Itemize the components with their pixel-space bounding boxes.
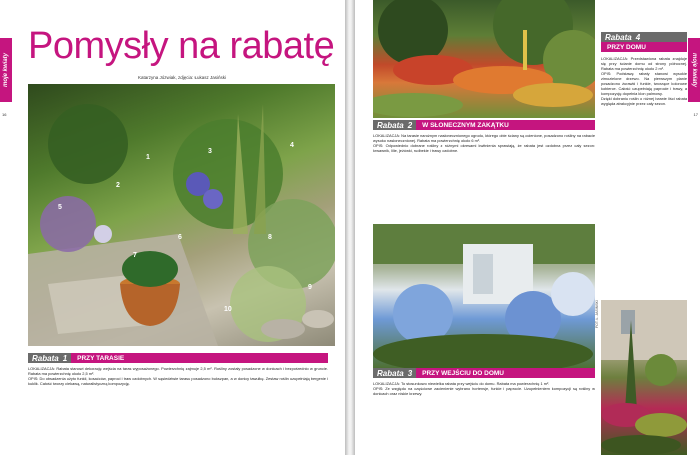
paragraph: OPIS: Podstawę rabaty stanowi wysokie zimozielone drzewo. Na pierwszym planie posadzono żurawki i funkie, tworzące kolorowe kobierce. Całość uzupełniają paprocie i trawy, a kompozycję dopełnia klon palmowy. bbox=[601, 71, 687, 96]
garden-photo-terrace bbox=[28, 84, 335, 346]
section-side-tab: moje kwiaty bbox=[688, 38, 700, 102]
article-title: Pomysły na rabatę bbox=[28, 25, 335, 67]
plant-number: 1 bbox=[146, 154, 150, 161]
rabata-label: Rabata bbox=[601, 32, 636, 42]
spine-gutter bbox=[345, 0, 355, 455]
photo-credit: FOT. Ł. JASIŃSKI bbox=[595, 300, 599, 329]
plant-number: 4 bbox=[290, 142, 294, 149]
paragraph: LOKALIZACJA: Przedstawiona rabata znajduje się przy ścianie domu od strony północnej. Rabata ma powierzchnię około 2 m². bbox=[601, 56, 687, 71]
photo-illustration bbox=[373, 224, 595, 370]
rabata-topic: W SŁONECZNYM ZAKĄTKU bbox=[416, 120, 595, 130]
rabata-topic: PRZY DOMU bbox=[601, 42, 687, 52]
page-number: 16 bbox=[2, 112, 7, 117]
rabata-number: 1 bbox=[63, 353, 71, 363]
photo-illustration bbox=[373, 0, 595, 118]
plant-number: 5 bbox=[58, 204, 62, 211]
plant-number: 9 bbox=[308, 284, 312, 291]
rabata-4-text bbox=[601, 56, 687, 106]
paragraph: LOKALIZACJA: Na tarasie narożnym nasłonecznionego ogrodu, którego obie ściany są ocienione, posadzono rośliny na rabacie wysoko nasłonecznionej. Rabata ma powierzchnię około 6 m². bbox=[373, 133, 595, 143]
rabata-label: Rabata bbox=[28, 353, 63, 363]
rabata-4-label-row bbox=[601, 32, 687, 42]
right-page bbox=[355, 0, 700, 455]
rabata-topic: PRZY WEJŚCIU DO DOMU bbox=[416, 368, 595, 378]
plant-number: 3 bbox=[208, 148, 212, 155]
rabata-label: Rabata bbox=[373, 120, 408, 130]
rabata-number: 3 bbox=[408, 368, 416, 378]
rabata-number: 4 bbox=[636, 32, 687, 42]
page-number: 17 bbox=[693, 112, 698, 117]
paragraph: OPIS: Odpowiednio dobrane rośliny z różnymi okresami kwitnienia sprawiają, że rabata jest ozdobna przez cały sezon: krwawnik, lilie, jeżówki, rudbekie i trawy ozdobne. bbox=[373, 143, 595, 153]
plant-number: 10 bbox=[224, 306, 232, 313]
rabata-4-header bbox=[601, 32, 687, 52]
paragraph: Dzięki dobraniu roślin o różnej barwie liści rabata wygląda atrakcyjnie przez cały sezon. bbox=[601, 96, 687, 106]
paragraph: LOKALIZACJA: Rabata stanowi dekorację wejścia na taras wyposażonego. Powierzchnię zajmuje 2,5 m². Rośliny zostały posadzone w donicach i bezpośrednio w gruncie. Rabata ma powierzchnię około 2,5 m². bbox=[28, 366, 328, 376]
section-side-tab: moje kwiaty bbox=[0, 38, 12, 102]
photo-illustration bbox=[28, 84, 335, 346]
plant-number: 7 bbox=[133, 252, 137, 259]
rabata-1-text bbox=[28, 366, 328, 386]
plant-number: 2 bbox=[116, 182, 120, 189]
rabata-1-header bbox=[28, 353, 328, 363]
garden-photo-sunny bbox=[373, 0, 595, 118]
rabata-number: 2 bbox=[408, 120, 416, 130]
rabata-3-text bbox=[373, 381, 595, 396]
plant-number: 6 bbox=[178, 234, 182, 241]
rabata-3-header bbox=[373, 368, 595, 378]
garden-photo-entrance bbox=[373, 224, 595, 370]
rabata-2-header bbox=[373, 120, 595, 130]
rabata-label: Rabata bbox=[373, 368, 408, 378]
rabata-topic: PRZY TARASIE bbox=[71, 353, 328, 363]
paragraph: OPIS: Do obsadzenia użyto funkii, kosaćców, paproci i traw ozdobnych. W sąsiedztwie tarasu posadzono bukszpan, a w donicy tawułkę. Zestaw roślin uzupełniają bergenie i kuklik. Całość tworzy ciekawą, naturalistyczną kompozycję. bbox=[28, 376, 328, 386]
plant-number: 8 bbox=[268, 234, 272, 241]
photo-illustration bbox=[601, 300, 687, 455]
author-credit: Katarzyna Józwiak, zdjęcia: Łukasz Jasiński bbox=[138, 75, 227, 80]
garden-photo-house bbox=[601, 300, 687, 455]
paragraph: LOKALIZACJA: To stosunkowo niewielka rabata przy wejściu do domu. Rabata ma powierzchnię 1 m². bbox=[373, 381, 550, 386]
rabata-2-text bbox=[373, 133, 595, 153]
paragraph: OPIS: Ze względu na częściowe zacienienie wybrano hortensje, funkie i paprocie. Uzupełnieniem kompozycji są rośliny w donicach oraz niskie krzewy. bbox=[373, 386, 595, 396]
left-page bbox=[0, 0, 345, 455]
